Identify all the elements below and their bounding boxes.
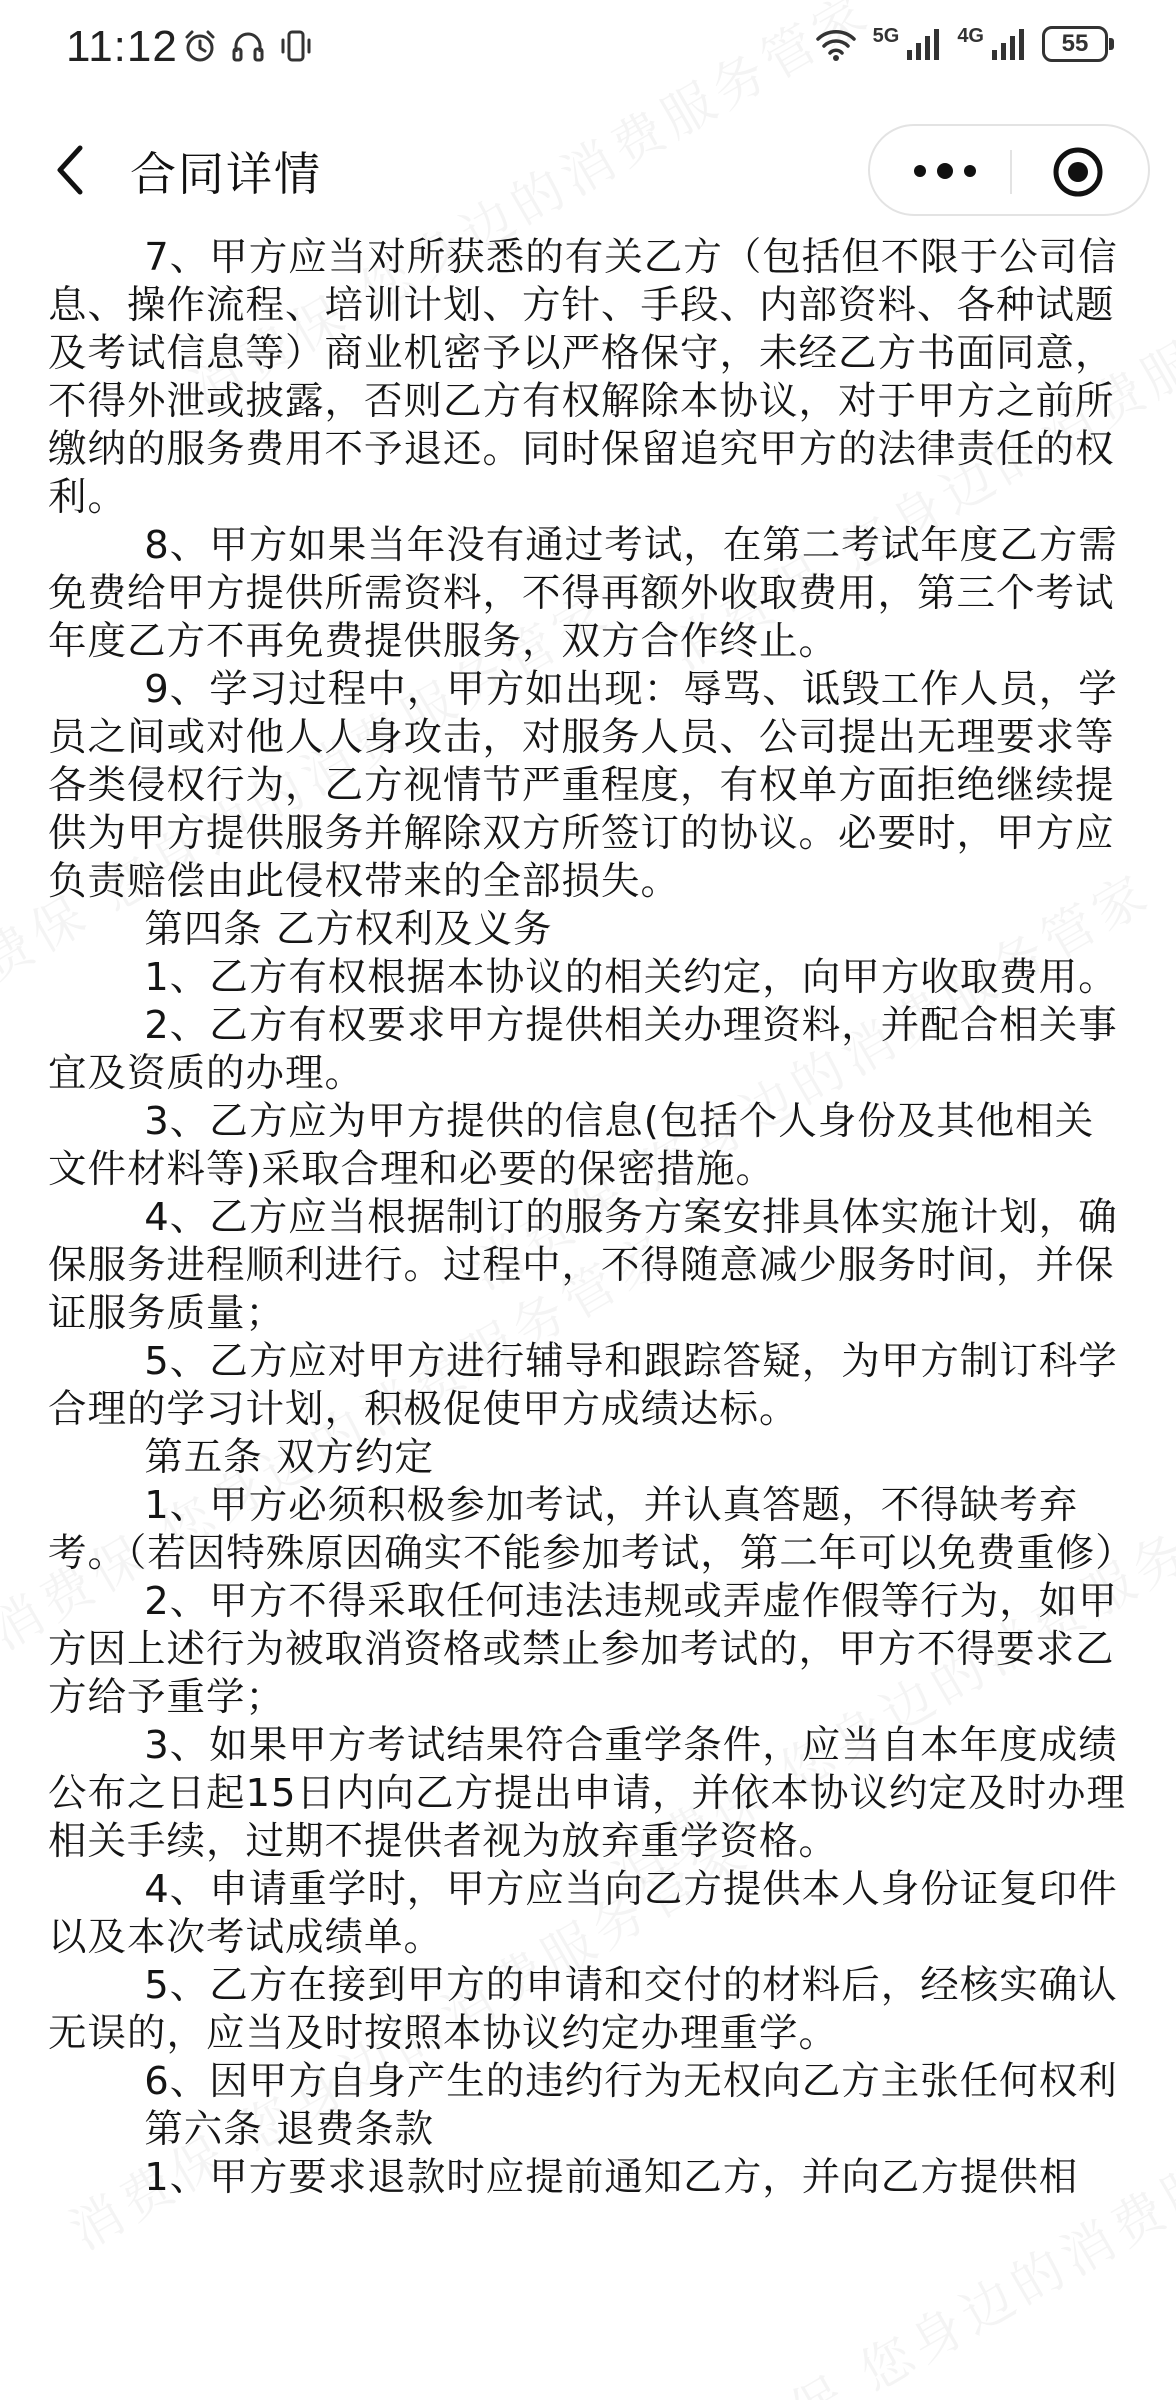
contract-paragraph: 5、乙方应对甲方进行辅导和跟踪答疑，为甲方制订科学合理的学习计划，积极促使甲方成绩达标。 bbox=[48, 1339, 1118, 1432]
more-dots-icon bbox=[910, 161, 980, 181]
contract-paragraph: 3、如果甲方考试结果符合重学条件，应当自本年度成绩公布之日起15日内向乙方提出申请，并依本协议约定及时办理相关手续，过期不提供者视为放弃重学资格。 bbox=[48, 1723, 1126, 1864]
contract-paragraph: 3、乙方应为甲方提供的信息(包括个人身份及其他相关文件材料等)采取合理和必要的保密措施。 bbox=[48, 1099, 1095, 1192]
contract-paragraph: 9、学习过程中，甲方如出现：辱骂、诋毁工作人员，学员之间或对他人人身攻击，对服务人员、公司提出无理要求等各类侵权行为，乙方视情节严重程度，有权单方面拒绝继续提供为甲方提供服务并解除双方所签订的协议。必要时，甲方应负责赔偿由此侵权带来的全部损失。 bbox=[48, 667, 1118, 904]
contract-paragraph: 2、乙方有权要求甲方提供相关办理资料，并配合相关事宜及资质的办理。 bbox=[48, 1003, 1118, 1096]
network-label-5g: 5G bbox=[872, 24, 900, 47]
contract-paragraph: 4、乙方应当根据制订的服务方案安排具体实施计划，确保服务进程顺利进行。过程中，不得随意减少服务时间，并保证服务质量； bbox=[48, 1195, 1118, 1336]
contract-paragraph: 7、甲方应当对所获悉的有关乙方（包括但不限于公司信息、操作流程、培训计划、方针、手段、内部资料、各种试题及考试信息等）商业机密予以严格保守，未经乙方书面同意，不得外泄或披露，否则乙方有权解除本协议，对于甲方之前所缴纳的服务费用不予退还。同时保留追究甲方的法律责任的权利。 bbox=[48, 235, 1118, 520]
contract-paragraph: 6、因甲方自身产生的违约行为无权向乙方主张任何权利 bbox=[144, 2059, 1118, 2104]
wifi-icon bbox=[815, 26, 857, 62]
chevron-left-icon bbox=[50, 142, 90, 198]
target-close-icon bbox=[1051, 145, 1105, 199]
capsule-divider bbox=[1010, 150, 1012, 194]
battery-level: 55 bbox=[1061, 30, 1089, 57]
nav-bar bbox=[0, 100, 1176, 240]
contract-paragraph: 1、乙方有权根据本协议的相关约定，向甲方收取费用。 bbox=[144, 955, 1118, 1000]
section-heading: 第五条 双方约定 bbox=[144, 1435, 434, 1480]
more-button[interactable] bbox=[900, 146, 990, 196]
close-button[interactable] bbox=[1028, 142, 1128, 202]
section-heading: 第六条 退费条款 bbox=[144, 2107, 434, 2152]
back-button[interactable] bbox=[40, 140, 100, 200]
signal-icon bbox=[905, 26, 941, 62]
battery-icon bbox=[1042, 26, 1108, 62]
status-left-icons bbox=[182, 28, 314, 64]
contract-paragraph: 5、乙方在接到甲方的申请和交付的材料后，经核实确认无误的，应当及时按照本协议约定办理重学。 bbox=[48, 1963, 1118, 2056]
contract-paragraph: 8、甲方如果当年没有通过考试，在第二考试年度乙方需免费给甲方提供所需资料，不得再额外收取费用，第三个考试年度乙方不再免费提供服务，双方合作终止。 bbox=[48, 523, 1118, 664]
alarm-icon bbox=[182, 28, 218, 64]
headphones-icon bbox=[230, 28, 266, 64]
section-heading: 第四条 乙方权利及义务 bbox=[144, 907, 553, 952]
signal-icon bbox=[990, 26, 1026, 62]
page-title: 合同详情 bbox=[130, 147, 322, 201]
contract-content bbox=[48, 234, 1135, 2202]
vibrate-icon bbox=[278, 28, 314, 64]
contract-paragraph: 1、甲方要求退款时应提前通知乙方，并向乙方提供相 bbox=[144, 2155, 1079, 2200]
status-bar bbox=[0, 0, 1176, 100]
contract-paragraph: 2、甲方不得采取任何违法违规或弄虚作假等行为，如甲方因上述行为被取消资格或禁止参加考试的，甲方不得要求乙方给予重学； bbox=[48, 1579, 1118, 1720]
network-label-4g: 4G bbox=[957, 24, 984, 47]
status-time: 11:12 bbox=[66, 22, 178, 71]
mini-program-capsule bbox=[868, 124, 1150, 216]
contract-paragraph: 1、甲方必须积极参加考试，并认真答题，不得缺考弃考。（若因特殊原因确实不能参加考试，第二年可以免费重修） bbox=[48, 1483, 1135, 1576]
status-right-icons bbox=[815, 26, 1108, 62]
contract-paragraph: 4、申请重学时，甲方应当向乙方提供本人身份证复印件以及本次考试成绩单。 bbox=[48, 1867, 1118, 1960]
